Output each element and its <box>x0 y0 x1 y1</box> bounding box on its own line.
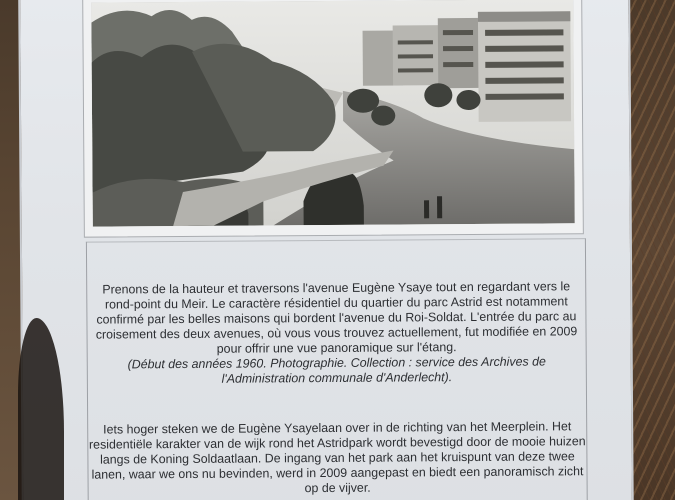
historic-photo <box>91 0 575 227</box>
info-panel <box>18 0 634 500</box>
historic-street-photo <box>91 0 575 227</box>
text-block <box>86 238 588 500</box>
french-caption: (Début des années 1960. Photographie. Collection : service des Archives de l'Administration communale d'Anderlecht). <box>127 354 546 386</box>
photo-frame <box>82 0 584 238</box>
french-paragraph <box>87 279 586 387</box>
french-text: Prenons de la hauteur et traversons l'avenue Eugène Ysaye tout en regardant vers le rond-point du Meir. Le caractère résidentiel du quartier du parc Astrid est notamment confirmé par les belles maisons qui bordent l'avenue du Roi-Soldat. L'entrée du parc au croisement des deux avenues, où vous vous trouvez actuellement, fut modifiée en 2009 pour offrir une vue panoramique sur l'étang. <box>95 279 578 356</box>
dutch-paragraph <box>88 419 587 497</box>
dutch-text: Iets hoger steken we de Eugène Ysayelaan over in de richting van het Meerplein. Het residentiële karakter van de wijk rond het Astridpark wordt bevestigd door de mooie huizen langs de Koning Soldaatlaan. De ingang van het park aan het kruispunt van deze twee lanen, waar we ons nu bevinden, werd in 2009 aangepast en biedt een panoramisch zicht op de vijver. <box>88 419 586 496</box>
